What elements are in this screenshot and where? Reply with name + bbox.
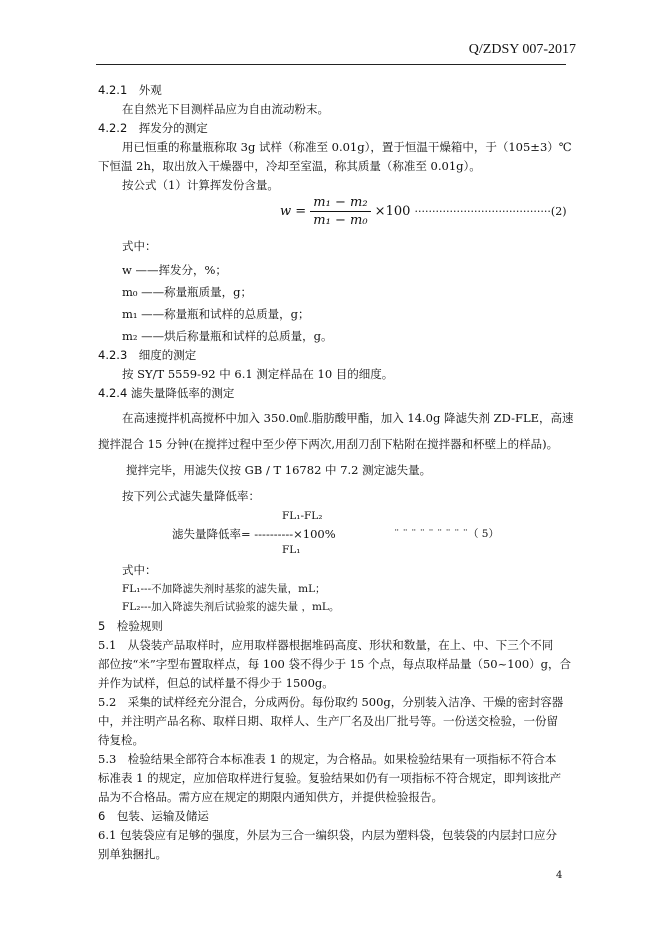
rule-5-2-line-3: 待复检。 (98, 733, 144, 747)
formula-numerator: m₁ − m₂ (310, 195, 370, 212)
formula-fraction (310, 195, 370, 228)
var-m2: m₂ ——烘后称量瓶和试样的总质量，g。 (122, 329, 333, 343)
section-4-2-3-text: 按 SY/T 5559-92 中 6.1 测定样品在 10 目的细度。 (122, 367, 394, 381)
section-4-2-1-text: 在自然光下目测样品应为自由流动粉末。 (122, 102, 329, 116)
section-4-2-2-title: 4.2.2 挥发分的测定 (98, 121, 208, 135)
rule-5-3-line-1: 5.3 检验结果全部符合本标准表 1 的规定，为合格品。如果检验结果有一项指标不符合本 (98, 752, 557, 766)
section-4-2-1-title: 4.2.1 外观 (98, 83, 162, 97)
section-4-2-3-title: 4.2.3 细度的测定 (98, 348, 197, 362)
loss-formula-number: ¨ ¨ ¨ ¨ ¨ ¨ ¨ ¨ ¨（ 5） (394, 528, 499, 540)
section-4-2-4-p2: 搅拌完毕，用滤失仪按 GB / T 16782 中 7.2 测定滤失量。 (126, 463, 432, 477)
var-w: w ——挥发分，%； (122, 263, 227, 277)
section-4-2-2-formula-intro: 按公式（1）计算挥发份含量。 (122, 178, 279, 192)
formula-multiplier: ×100 (374, 204, 411, 219)
var-m0: m₀ ——称量瓶质量，g； (122, 285, 253, 299)
section-4-2-4-line-2: 搅拌混合 15 分钟(在搅拌过程中至少停下两次,用刮刀刮下粘附在搅拌器和杯壁上的样品)。 (98, 437, 559, 451)
formula-denominator: m₁ − m₀ (313, 213, 368, 228)
rule-5-1-line-3: 并作为试样，但总的试样量不得少于 1500g。 (98, 676, 334, 690)
section-4-2-2-line-2: 下恒温 2h，取出放入干燥器中，冷却至室温，称其质量（称准至 0.01g）。 (98, 159, 481, 173)
rule-5-2-line-2: 中，并注明产品名称、取样日期、取样人、生产厂名及出厂批号等。一份送交检验，一份留 (98, 714, 558, 728)
rule-5-1-line-2: 部位按“米”字型布置取样点，每 100 袋不得少于 15 个点，每点取样品量（50~100）g，合 (98, 657, 572, 671)
loss-formula-numerator: FL₁-FL₂ (282, 510, 323, 522)
section-6-title: 6 包装、运输及储运 (98, 809, 209, 823)
rule-5-2-line-1: 5.2 采集的试样经充分混合，分成两份。每份取约 500g，分别装入洁净、干燥的密封容器 (98, 695, 564, 709)
var-fl2: FL₂---加入降滤失剂后试验浆的滤失量 ，mL。 (122, 601, 340, 613)
where-label-1: 式中： (122, 239, 157, 253)
rule-6-1-line-1: 6.1 包装袋应有足够的强度，外层为三合一编织袋，内层为塑料袋，包装袋的内层封口应分 (98, 828, 557, 842)
rule-6-1-line-2: 别单独捆扎。 (98, 847, 167, 861)
header-rule (96, 64, 566, 65)
var-m1: m₁ ——称量瓶和试样的总质量，g； (122, 307, 310, 321)
loss-formula-main: 滤失量降低率= ----------×100% (172, 527, 336, 541)
document-code: Q/ZDSY 007-2017 (468, 42, 576, 57)
section-4-2-4-title: 4.2.4 滤失量降低率的测定 (98, 386, 235, 400)
formula-lhs: w = (280, 204, 307, 219)
section-4-2-4-p3: 按下列公式滤失量降低率： (122, 489, 260, 503)
page-number: 4 (556, 870, 563, 881)
section-4-2-4-line-1: 在高速搅拌机高搅杯中加入 350.0㎖.脂肪酸甲酯，加入 14.0g 降滤失剂 ZD-FLE，高速 (122, 411, 574, 425)
formula-number: ·······································(2) (414, 205, 567, 218)
rule-5-1-line-1: 5.1 从袋装产品取样时，应用取样器根据堆码高度、形状和数量，在上、中、下三个不同 (98, 638, 554, 652)
section-4-2-2-line-1: 用已恒重的称量瓶称取 3g 试样（称准至 0.01g），置于恒温干燥箱中，于（105±3）℃ (122, 140, 572, 154)
section-5-title: 5 检验规则 (98, 619, 163, 633)
var-fl1: FL₁---不加降滤失剂时基浆的滤失量，mL； (122, 583, 326, 595)
volatile-formula (280, 195, 566, 228)
loss-formula-denominator: FL₁ (282, 544, 301, 556)
rule-5-3-line-3: 品为不合格品。需方应在规定的期限内通知供方，并提供检验报告。 (98, 790, 443, 804)
rule-5-3-line-2: 标准表 1 的规定，应加倍取样进行复验。复验结果如仍有一项指标不符合规定，即判该批产 (98, 771, 562, 785)
where-label-2: 式中： (122, 563, 157, 577)
